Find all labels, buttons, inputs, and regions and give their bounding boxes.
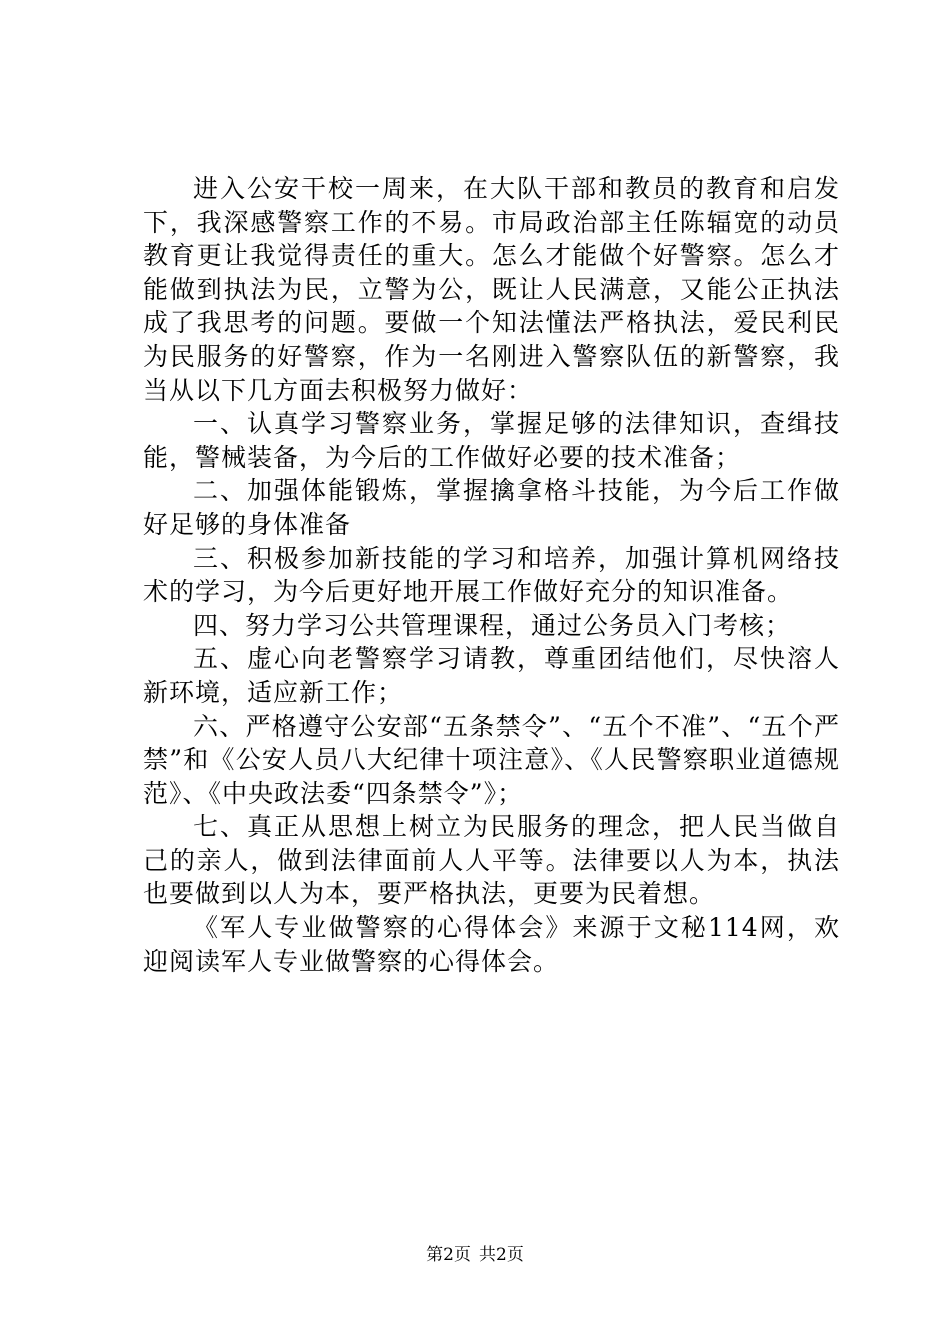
paragraph-item-2: 二、加强体能锻炼，掌握擒拿格斗技能，为今后工作做好足够的身体准备 xyxy=(143,476,840,539)
paragraph-item-1: 一、认真学习警察业务，掌握足够的法律知识，查缉技能，警械装备，为今后的工作做好必要的技术准备； xyxy=(143,409,840,472)
paragraph-item-3: 三、积极参加新技能的学习和培养，加强计算机网络技术的学习，为今后更好地开展工作做好充分的知识准备。 xyxy=(143,543,840,607)
document-body xyxy=(143,172,840,978)
paragraph-item-5: 五、虚心向老警察学习请教，尊重团结他们，尽快溶人新环境，适应新工作； xyxy=(143,644,840,707)
paragraph-item-4: 四、努力学习公共管理课程，通过公务员入门考核； xyxy=(193,610,792,640)
paragraph-intro: 进入公安干校一周来，在大队干部和教员的教育和启发下，我深感警察工作的不易。市局政治部主任陈辐宽的动员教育更让我觉得责任的重大。怎么才能做个好警察。怎么才能做到执法为民，立警为公，既让人民满意，又能公正执法成了我思考的问题。要做一个知法懂法严格执法，爱民利民为民服务的好警察，作为一名刚进入警察队伍的新警察，我当从以下几方面去积极努力做好： xyxy=(143,174,840,405)
page-total: 共2页 xyxy=(479,1245,524,1265)
paragraph-source-note: 《军人专业做警察的心得体会》来源于文秘114网，欢迎阅读军人专业做警察的心得体会。 xyxy=(143,913,840,976)
page-footer xyxy=(0,1244,950,1266)
paragraph-item-7: 七、真正从思想上树立为民服务的理念，把人民当做自己的亲人，做到法律面前人人平等。法律要以人为本，执法也要做到以人为本，要严格执法，更要为民着想。 xyxy=(143,812,840,909)
paragraph-item-6: 六、严格遵守公安部“五条禁令”、“五个不准”、“五个严禁”和《公安人员八大纪律十项注意》、《人民警察职业道德规范》、《中央政法委“四条禁令”》； xyxy=(143,711,840,808)
page-number: 第2页 xyxy=(426,1245,471,1265)
